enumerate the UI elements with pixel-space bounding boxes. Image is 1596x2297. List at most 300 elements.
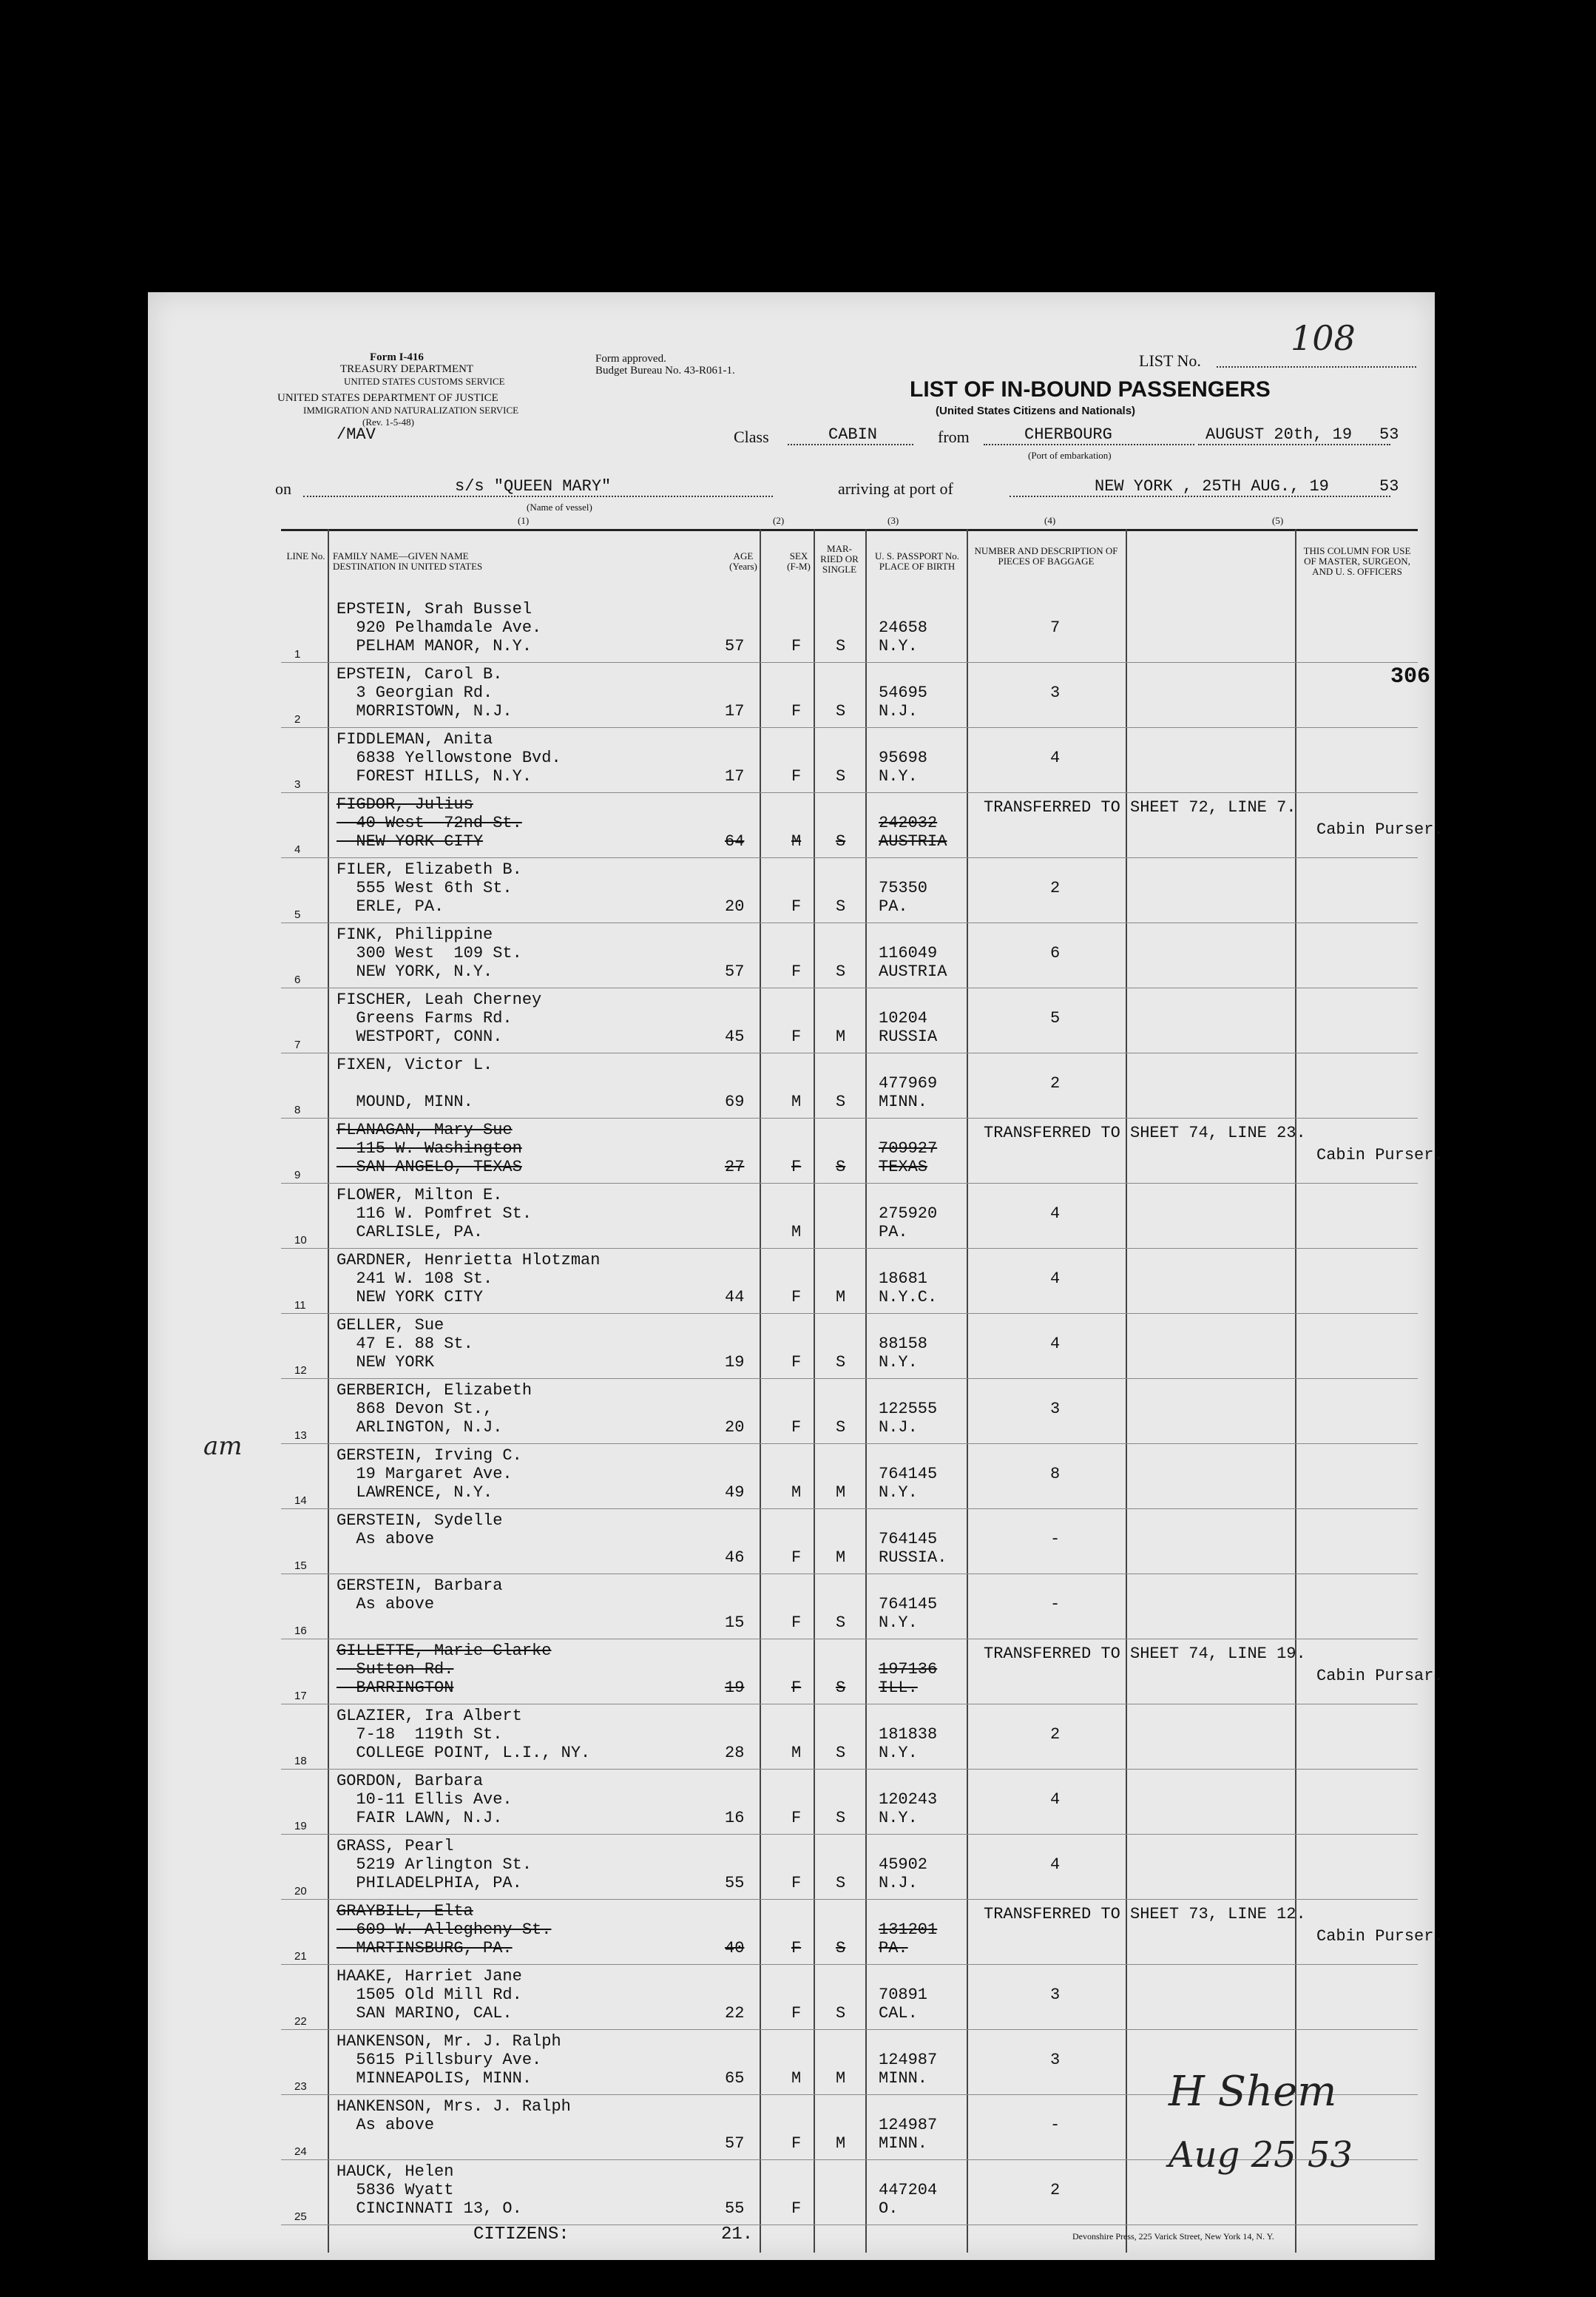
passenger-name: FISCHER, Leah Cherney (337, 991, 542, 1009)
col-num-3: (3) (887, 515, 899, 526)
passenger-marital: S (836, 767, 846, 786)
baggage-count: - (1050, 1595, 1061, 1613)
place-of-birth: PA. (879, 897, 908, 916)
passenger-sex: F (791, 637, 802, 655)
passenger-marital: S (836, 1939, 846, 1957)
passenger-city: WESTPORT, CONN. (337, 1028, 503, 1046)
passenger-city: MOUND, MINN. (337, 1093, 473, 1111)
passenger-age: 17 (725, 702, 745, 721)
passenger-city: FAIR LAWN, N.J. (337, 1809, 503, 1827)
table-row (281, 1964, 1418, 2030)
line-number: 16 (294, 1625, 307, 1637)
line-number: 3 (294, 778, 301, 791)
passenger-name: GILLETTE, Marie Clarke (337, 1642, 552, 1660)
form-number: Form I-416 (370, 351, 424, 363)
table-row (281, 1704, 1418, 1770)
passenger-age: 40 (725, 1939, 745, 1957)
passport-number: 54695 (879, 684, 928, 702)
passenger-age: 49 (725, 1483, 745, 1502)
passenger-age: 15 (725, 1613, 745, 1632)
col-header-age: AGE (Years) (729, 550, 757, 572)
table-row (281, 1183, 1418, 1249)
line-number: 8 (294, 1104, 301, 1116)
col-header-sex: SEX (F-M) (787, 550, 811, 572)
baggage-count: 6 (1050, 944, 1061, 962)
passenger-marital: S (836, 897, 846, 916)
line-number: 15 (294, 1559, 307, 1572)
passenger-city: ARLINGTON, N.J. (337, 1418, 503, 1437)
line-number: 7 (294, 1039, 301, 1051)
purser-note: Cabin Purser. (1316, 1927, 1444, 1946)
baggage-count: 2 (1050, 1725, 1061, 1744)
passenger-sex: M (791, 1093, 802, 1111)
passenger-name: EPSTEIN, Srah Bussel (337, 600, 532, 618)
table-row (281, 988, 1418, 1053)
baggage-count: - (1050, 1530, 1061, 1548)
col-header-name: FAMILY NAME—GIVEN NAME DESTINATION IN UNITED STATES (333, 550, 483, 572)
arrival-dots (1010, 496, 1390, 497)
transfer-note: TRANSFERRED TO SHEET 74, LINE 19. (984, 1645, 1306, 1663)
passport-number: 70891 (879, 1986, 928, 2004)
citizens-label: CITIZENS: (473, 2225, 569, 2244)
place-of-birth: N.Y.C. (879, 1288, 938, 1306)
passenger-address: 10-11 Ellis Ave. (337, 1790, 513, 1809)
passenger-marital: S (836, 1809, 846, 1827)
vessel-dots (303, 496, 773, 497)
passenger-marital: S (836, 962, 846, 981)
place-of-birth: CAL. (879, 2004, 918, 2023)
arriving-label: arriving at port of (838, 479, 953, 498)
line-number: 14 (294, 1494, 307, 1507)
transfer-note: TRANSFERRED TO SHEET 72, LINE 7. (984, 798, 1296, 817)
list-no-label: LIST No. (1139, 351, 1201, 370)
baggage-count: 3 (1050, 684, 1061, 702)
passenger-marital: S (836, 1744, 846, 1762)
col-num-4: (4) (1044, 515, 1056, 526)
place-of-birth: N.Y. (879, 1353, 918, 1372)
line-number: 19 (294, 1820, 307, 1832)
passenger-age: 17 (725, 767, 745, 786)
line-number: 17 (294, 1690, 307, 1702)
baggage-count: 4 (1050, 749, 1061, 767)
passenger-age: 55 (725, 1874, 745, 1892)
passport-number: 124987 (879, 2051, 938, 2069)
table-row (281, 597, 1418, 663)
passenger-age: 20 (725, 897, 745, 916)
passenger-name: HAUCK, Helen (337, 2162, 454, 2181)
passenger-address: 5615 Pillsbury Ave. (337, 2051, 542, 2069)
passport-number: 24658 (879, 618, 928, 637)
line-number: 2 (294, 713, 301, 726)
passenger-sex: M (791, 1744, 802, 1762)
passenger-name: GERSTEIN, Sydelle (337, 1511, 503, 1530)
passenger-city: ERLE, PA. (337, 897, 444, 916)
class-dots (788, 444, 913, 445)
table-row (281, 1639, 1444, 1704)
passenger-age: 55 (725, 2199, 745, 2218)
passenger-city: COLLEGE POINT, L.I., NY. (337, 1744, 591, 1762)
baggage-count: 4 (1050, 1335, 1061, 1353)
passenger-age: 46 (725, 1548, 745, 1567)
passport-number: 120243 (879, 1790, 938, 1809)
passenger-marital: S (836, 702, 846, 721)
date-value: AUGUST 20th, 19 (1206, 425, 1353, 444)
citizens-count: 21. (721, 2225, 754, 2244)
passport-number: 75350 (879, 879, 928, 897)
place-of-birth: N.J. (879, 1418, 918, 1437)
table-row (281, 1118, 1444, 1184)
arrival-year: 53 (1379, 477, 1399, 496)
vessel-name: s/s "QUEEN MARY" (455, 477, 612, 496)
passenger-address: 115 W. Washington (337, 1139, 522, 1158)
class-label: Class (734, 428, 769, 446)
col-header-married: MAR-RIED OR SINGLE (820, 543, 859, 575)
passenger-marital: M (836, 1028, 846, 1046)
passenger-sex: F (791, 1028, 802, 1046)
passenger-sex: F (791, 1809, 802, 1827)
passenger-name: HANKENSON, Mr. J. Ralph (337, 2032, 561, 2051)
col-header-line: LINE No. (286, 550, 325, 561)
place-of-birth: PA. (879, 1223, 908, 1241)
from-value: CHERBOURG (1024, 425, 1112, 444)
baggage-count: 4 (1050, 1204, 1061, 1223)
place-of-birth: MINN. (879, 2134, 928, 2153)
passport-number: 242032 (879, 814, 938, 832)
passport-number: 764145 (879, 1465, 938, 1483)
line-number: 21 (294, 1950, 307, 1963)
signature: H Shem (1169, 2068, 1337, 2116)
table-row (281, 792, 1444, 858)
baggage-count: 3 (1050, 1986, 1061, 2004)
passenger-city: BARRINGTON (337, 1679, 454, 1697)
passenger-sex: F (791, 1353, 802, 1372)
baggage-count: 3 (1050, 2051, 1061, 2069)
passenger-sex: F (791, 2199, 802, 2218)
passenger-city: NEW YORK (337, 1353, 435, 1372)
passenger-address: 555 West 6th St. (337, 879, 513, 897)
passenger-age: 28 (725, 1744, 745, 1762)
passenger-sex: F (791, 702, 802, 721)
table-row (281, 1053, 1418, 1119)
passenger-address: As above (337, 1595, 435, 1613)
passenger-address: Greens Farms Rd. (337, 1009, 513, 1028)
line-number: 25 (294, 2210, 307, 2223)
passenger-sex: M (791, 1223, 802, 1241)
passenger-address: 609 W. Allegheny St. (337, 1920, 552, 1939)
place-of-birth: O. (879, 2199, 899, 2218)
passport-number: 45902 (879, 1855, 928, 1874)
passenger-name: GRAYBILL, Elta (337, 1902, 473, 1920)
list-no-dots (1217, 366, 1416, 368)
line-number: 4 (294, 843, 301, 856)
table-row (281, 1508, 1418, 1574)
table-row (281, 1313, 1418, 1379)
place-of-birth: RUSSIA (879, 1028, 938, 1046)
passenger-city: NEW YORK CITY (337, 1288, 484, 1306)
passenger-name: HANKENSON, Mrs. J. Ralph (337, 2097, 571, 2116)
officer-note: 306 (1390, 664, 1431, 689)
passport-number: 764145 (879, 1595, 938, 1613)
line-number: 13 (294, 1429, 307, 1442)
passenger-age: 44 (725, 1288, 745, 1306)
line-number: 22 (294, 2015, 307, 2028)
line-number: 10 (294, 1234, 307, 1247)
place-of-birth: N.Y. (879, 1809, 918, 1827)
col-header-officers: THIS COLUMN FOR USE OF MASTER, SURGEON, AND U. S. OFFICERS (1303, 545, 1411, 577)
passport-number: 477969 (879, 1074, 938, 1093)
from-dots (984, 444, 1194, 445)
passenger-marital: S (836, 1418, 846, 1437)
passenger-age: 22 (725, 2004, 745, 2023)
manifest-sheet (148, 292, 1444, 2260)
col-num-1: (1) (518, 515, 530, 526)
line-number: 20 (294, 1885, 307, 1898)
line-number: 6 (294, 974, 301, 986)
passenger-name: FIXEN, Victor L. (337, 1056, 493, 1074)
passenger-name: FLANAGAN, Mary Sue (337, 1121, 513, 1139)
passenger-sex: F (791, 1613, 802, 1632)
passenger-marital: M (836, 1548, 846, 1567)
customs-service: UNITED STATES CUSTOMS SERVICE (344, 376, 505, 387)
place-of-birth: MINN. (879, 1093, 928, 1111)
passenger-address: 7-18 119th St. (337, 1725, 503, 1744)
passenger-city: NEW YORK, N.Y. (337, 962, 493, 981)
line-number: 11 (294, 1299, 306, 1312)
baggage-count: 2 (1050, 2181, 1061, 2199)
passport-number: 275920 (879, 1204, 938, 1223)
place-of-birth: N.Y. (879, 1483, 918, 1502)
col-num-5: (5) (1272, 515, 1284, 526)
passenger-sex: F (791, 2134, 802, 2153)
purser-note: Cabin Purser. (1316, 1146, 1444, 1164)
passenger-name: GELLER, Sue (337, 1316, 444, 1335)
passenger-address: 40 West 72nd St. (337, 814, 522, 832)
passenger-address: 1505 Old Mill Rd. (337, 1986, 522, 2004)
passenger-name: FIGDOR, Julius (337, 795, 473, 814)
passport-number: 764145 (879, 1530, 938, 1548)
line-number: 9 (294, 1169, 301, 1181)
passenger-city: PHILADELPHIA, PA. (337, 1874, 522, 1892)
col-num-2: (2) (773, 515, 785, 526)
col-header-baggage: NUMBER AND DESCRIPTION OF PIECES OF BAGGAGE (974, 545, 1118, 567)
printer-credit: Devonshire Press, 225 Varick Street, New York 14, N. Y. (1072, 2231, 1274, 2242)
passenger-age: 27 (725, 1158, 745, 1176)
transfer-note: TRANSFERRED TO SHEET 74, LINE 23. (984, 1124, 1306, 1142)
place-of-birth: N.Y. (879, 767, 918, 786)
passenger-city: LAWRENCE, N.Y. (337, 1483, 493, 1502)
passenger-marital: S (836, 1158, 846, 1176)
passenger-name: FINK, Philippine (337, 925, 493, 944)
baggage-count: 8 (1050, 1465, 1061, 1483)
list-no-value: 108 (1291, 318, 1356, 358)
line-number: 18 (294, 1755, 307, 1767)
passenger-sex: F (791, 1548, 802, 1567)
passenger-address: 116 W. Pomfret St. (337, 1204, 532, 1223)
passenger-address: As above (337, 2116, 435, 2134)
passport-number: 181838 (879, 1725, 938, 1744)
passenger-marital: S (836, 637, 846, 655)
passenger-city: MINNEAPOLIS, MINN. (337, 2069, 532, 2088)
passenger-name: GLAZIER, Ira Albert (337, 1707, 522, 1725)
passenger-marital: M (836, 1288, 846, 1306)
baggage-count: - (1050, 2116, 1061, 2134)
line-number: 12 (294, 1364, 307, 1377)
passenger-address: 47 E. 88 St. (337, 1335, 473, 1353)
passenger-sex: M (791, 1483, 802, 1502)
passenger-city: SAN ANGELO, TEXAS (337, 1158, 522, 1176)
from-label: from (938, 428, 970, 446)
passenger-sex: F (791, 1158, 802, 1176)
purser-note: Cabin Purser. (1316, 820, 1444, 839)
passport-number: 122555 (879, 1400, 938, 1418)
line-number: 24 (294, 2145, 307, 2158)
passenger-age: 64 (725, 832, 745, 851)
passenger-sex: F (791, 962, 802, 981)
place-of-birth: RUSSIA. (879, 1548, 947, 1567)
passenger-name: FLOWER, Milton E. (337, 1186, 503, 1204)
passenger-address: 3 Georgian Rd. (337, 684, 493, 702)
passenger-city: NEW YORK CITY (337, 832, 484, 851)
passenger-marital: S (836, 1679, 846, 1697)
passenger-age: 16 (725, 1809, 745, 1827)
passenger-address: 241 W. 108 St. (337, 1269, 493, 1288)
transfer-note: TRANSFERRED TO SHEET 73, LINE 12. (984, 1905, 1306, 1923)
place-of-birth: PA. (879, 1939, 908, 1957)
margin-note: am (203, 1431, 243, 1461)
baggage-count: 3 (1050, 1400, 1061, 1418)
ins-service: IMMIGRATION AND NATURALIZATION SERVICE (303, 405, 519, 416)
passenger-address: Sutton Rd. (337, 1660, 454, 1679)
justice-dept: UNITED STATES DEPARTMENT OF JUSTICE (277, 392, 498, 404)
place-of-birth: TEXAS (879, 1158, 928, 1176)
line-number: 23 (294, 2080, 307, 2093)
passenger-marital: S (836, 1874, 846, 1892)
passenger-name: GORDON, Barbara (337, 1772, 484, 1790)
on-label: on (275, 479, 291, 498)
passenger-city: CINCINNATI 13, O. (337, 2199, 522, 2218)
year-value: 53 (1379, 425, 1399, 444)
table-row (281, 1834, 1418, 1900)
passport-number: 124987 (879, 2116, 938, 2134)
passenger-name: GERSTEIN, Barbara (337, 1576, 503, 1595)
passport-number: 197136 (879, 1660, 938, 1679)
passenger-sex: F (791, 767, 802, 786)
table-row (281, 922, 1418, 988)
passenger-sex: F (791, 2004, 802, 2023)
port-caption: (Port of embarkation) (1028, 450, 1112, 461)
passenger-marital: S (836, 1353, 846, 1372)
passenger-marital: M (836, 1483, 846, 1502)
passenger-address: 5219 Arlington St. (337, 1855, 532, 1874)
passport-number: 131201 (879, 1920, 938, 1939)
baggage-count: 2 (1050, 1074, 1061, 1093)
baggage-count: 7 (1050, 618, 1061, 637)
passenger-sex: M (791, 832, 802, 851)
baggage-count: 2 (1050, 879, 1061, 897)
passenger-name: EPSTEIN, Carol B. (337, 665, 503, 684)
passport-number: 709927 (879, 1139, 938, 1158)
table-row (281, 857, 1418, 923)
passenger-name: FILER, Elizabeth B. (337, 860, 522, 879)
vessel-caption: (Name of vessel) (527, 502, 592, 513)
passenger-address: 868 Devon St., (337, 1400, 493, 1418)
table-row (281, 1248, 1418, 1314)
passenger-address: 6838 Yellowstone Bvd. (337, 749, 561, 767)
passport-number: 88158 (879, 1335, 928, 1353)
page-title: LIST OF IN-BOUND PASSENGERS (910, 377, 1271, 402)
passenger-marital: S (836, 2004, 846, 2023)
treasury-dept: TREASURY DEPARTMENT (340, 363, 474, 375)
passenger-age: 19 (725, 1353, 745, 1372)
passenger-age: 45 (725, 1028, 745, 1046)
passenger-name: GRASS, Pearl (337, 1837, 454, 1855)
passport-number: 95698 (879, 749, 928, 767)
passenger-marital: S (836, 832, 846, 851)
handwritten-date: Aug 25 53 (1169, 2134, 1353, 2176)
baggage-count: 4 (1050, 1269, 1061, 1288)
passenger-age: 69 (725, 1093, 745, 1111)
place-of-birth: MINN. (879, 2069, 928, 2088)
passenger-sex: M (791, 2069, 802, 2088)
passenger-sex: F (791, 1418, 802, 1437)
passenger-age: 57 (725, 637, 745, 655)
table-row (281, 1378, 1418, 1444)
passenger-marital: M (836, 2134, 846, 2153)
place-of-birth: N.J. (879, 702, 918, 721)
passenger-age: 65 (725, 2069, 745, 2088)
place-of-birth: ILL. (879, 1679, 918, 1697)
place-of-birth: N.Y. (879, 1744, 918, 1762)
passenger-city: MORRISTOWN, N.J. (337, 702, 513, 721)
table-row (281, 662, 1431, 728)
passenger-address: 920 Pelhamdale Ave. (337, 618, 542, 637)
table-row (281, 727, 1418, 793)
passenger-city: FOREST HILLS, N.Y. (337, 767, 532, 786)
passenger-name: GARDNER, Henrietta Hlotzman (337, 1251, 601, 1269)
passenger-sex: F (791, 897, 802, 916)
passenger-age: 20 (725, 1418, 745, 1437)
line-number: 5 (294, 908, 301, 921)
mav-code: /MAV (337, 425, 376, 444)
passenger-marital: S (836, 1613, 846, 1632)
arrival-port: NEW YORK , 25TH AUG., 19 (1095, 477, 1329, 496)
place-of-birth: AUSTRIA (879, 962, 947, 981)
passenger-sex: F (791, 1874, 802, 1892)
baggage-count: 5 (1050, 1009, 1061, 1028)
passenger-city: CARLISLE, PA. (337, 1223, 484, 1241)
passenger-name: HAAKE, Harriet Jane (337, 1967, 522, 1986)
passport-number: 447204 (879, 2181, 938, 2199)
table-row (281, 1443, 1418, 1509)
passenger-city: SAN MARINO, CAL. (337, 2004, 513, 2023)
passenger-city: MARTINSBURG, PA. (337, 1939, 513, 1957)
revision: (Rev. 1-5-48) (362, 416, 414, 428)
purser-note: Cabin Pursar. (1316, 1667, 1444, 1685)
budget-bureau: Budget Bureau No. 43-R061-1. (595, 365, 735, 377)
col-header-passport: U. S. PASSPORT No. PLACE OF BIRTH (874, 550, 960, 572)
passenger-marital: M (836, 2069, 846, 2088)
place-of-birth: N.J. (879, 1874, 918, 1892)
place-of-birth: N.Y. (879, 637, 918, 655)
baggage-count: 4 (1050, 1790, 1061, 1809)
passenger-sex: F (791, 1679, 802, 1697)
passenger-name: GERSTEIN, Irving C. (337, 1446, 522, 1465)
date-dots (1198, 444, 1390, 445)
place-of-birth: N.Y. (879, 1613, 918, 1632)
passenger-address: As above (337, 1530, 435, 1548)
passenger-city: PELHAM MANOR, N.Y. (337, 637, 532, 655)
passport-number: 18681 (879, 1269, 928, 1288)
